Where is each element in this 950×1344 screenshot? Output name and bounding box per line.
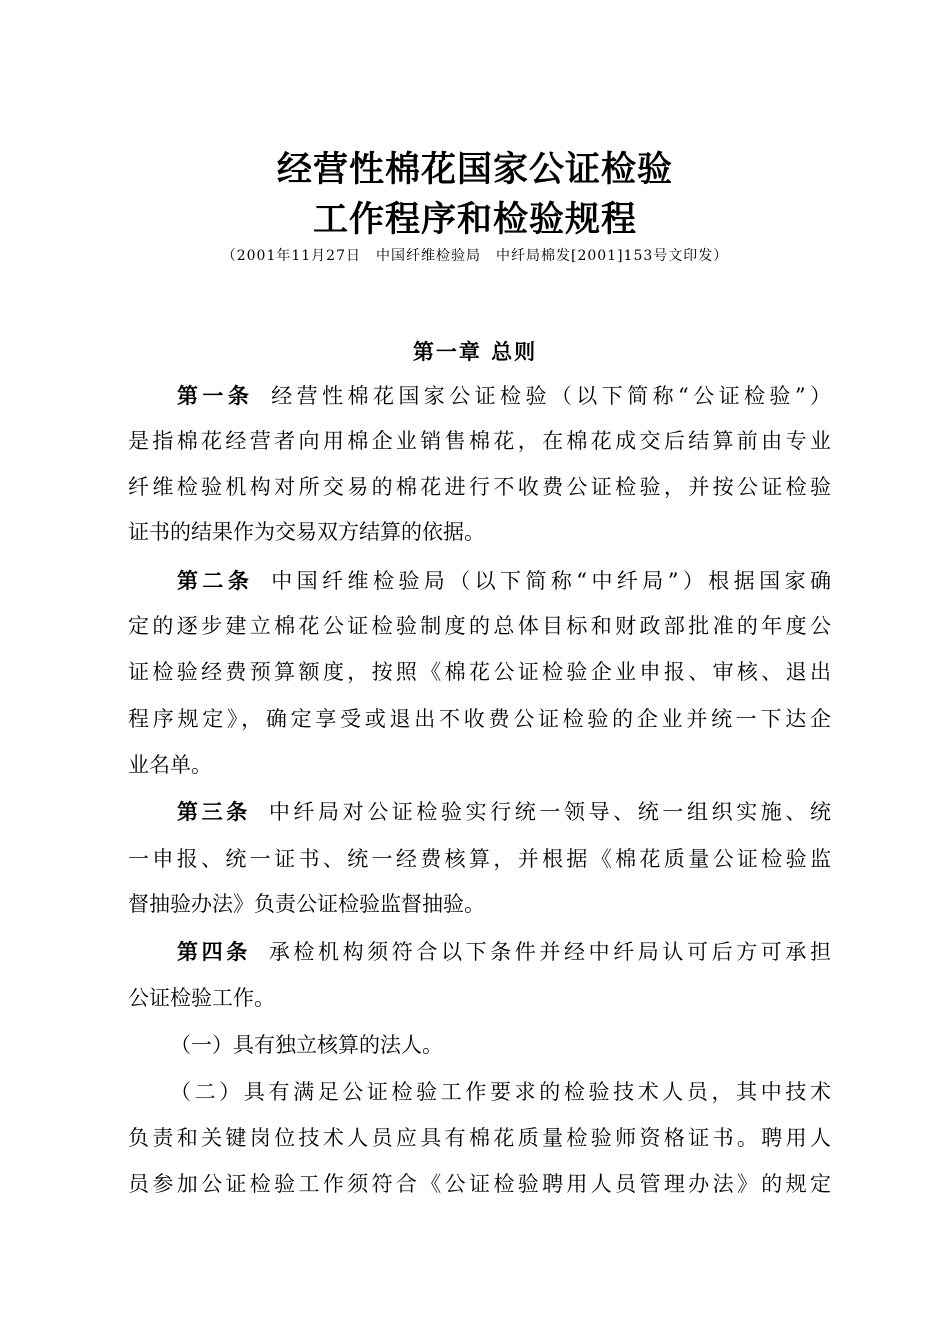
article-1-text-1: 经营性棉花国家公证检验（以下简称“公证检验”） <box>271 384 831 408</box>
article-1-line-2: 是指棉花经营者向用棉企业销售棉花，在棉花成交后结算前由专业 <box>128 429 831 453</box>
article-2-label: 第二条 <box>177 568 254 593</box>
article-3-label: 第三条 <box>177 799 251 824</box>
article-1-line-4: 证书的结果作为交易双方结算的依据。 <box>128 520 485 544</box>
article-4-label: 第四条 <box>177 939 251 964</box>
article-3-line-1 <box>177 797 831 827</box>
article-1-line-1 <box>177 381 831 411</box>
article-2-line-4: 程序规定》，确定享受或退出不收费公证检验的企业并统一下达企 <box>128 707 831 731</box>
article-3-text-1: 中纤局对公证检验实行统一领导、统一组织实施、统 <box>268 800 832 824</box>
article-2-line-1 <box>177 566 831 596</box>
chapter-heading: 第一章 总则 <box>412 339 538 364</box>
item-2-line-2: 负责和关键岗位技术人员应具有棉花质量检验师资格证书。聘用人 <box>128 1126 831 1150</box>
article-4-text-1: 承检机构须符合以下条件并经中纤局认可后方可承担 <box>268 940 832 964</box>
article-3-line-3: 督抽验办法》负责公证检验监督抽验。 <box>128 892 485 916</box>
document-title-line-2: 工作程序和检验规程 <box>312 199 637 240</box>
article-1-label: 第一条 <box>177 383 254 408</box>
article-3-line-2: 一申报、统一证书、统一经费核算，并根据《棉花质量公证检验监 <box>128 847 831 871</box>
article-2-line-2: 定的逐步建立棉花公证检验制度的总体目标和财政部批准的年度公 <box>128 614 831 638</box>
item-2-line-3: 员参加公证检验工作须符合《公证检验聘用人员管理办法》的规定 <box>128 1172 831 1196</box>
document-subtitle: （2001年11月27日 中国纤维检验局 中纤局棉发[2001]153号文印发） <box>221 248 729 264</box>
article-2-text-1: 中国纤维检验局（以下简称“中纤局”）根据国家确 <box>271 569 831 593</box>
item-1: （一）具有独立核算的法人。 <box>170 1033 443 1057</box>
article-2-line-5: 业名单。 <box>128 753 212 777</box>
document-title-line-1: 经营性棉花国家公证检验 <box>276 149 673 190</box>
article-4-line-2: 公证检验工作。 <box>128 986 275 1010</box>
item-2-line-1: （二）具有满足公证检验工作要求的检验技术人员，其中技术 <box>170 1080 831 1104</box>
article-4-line-1 <box>177 937 831 967</box>
article-2-line-3: 证检验经费预算额度，按照《棉花公证检验企业申报、审核、退出 <box>128 660 831 684</box>
article-1-line-3: 纤维检验机构对所交易的棉花进行不收费公证检验，并按公证检验 <box>128 475 831 499</box>
